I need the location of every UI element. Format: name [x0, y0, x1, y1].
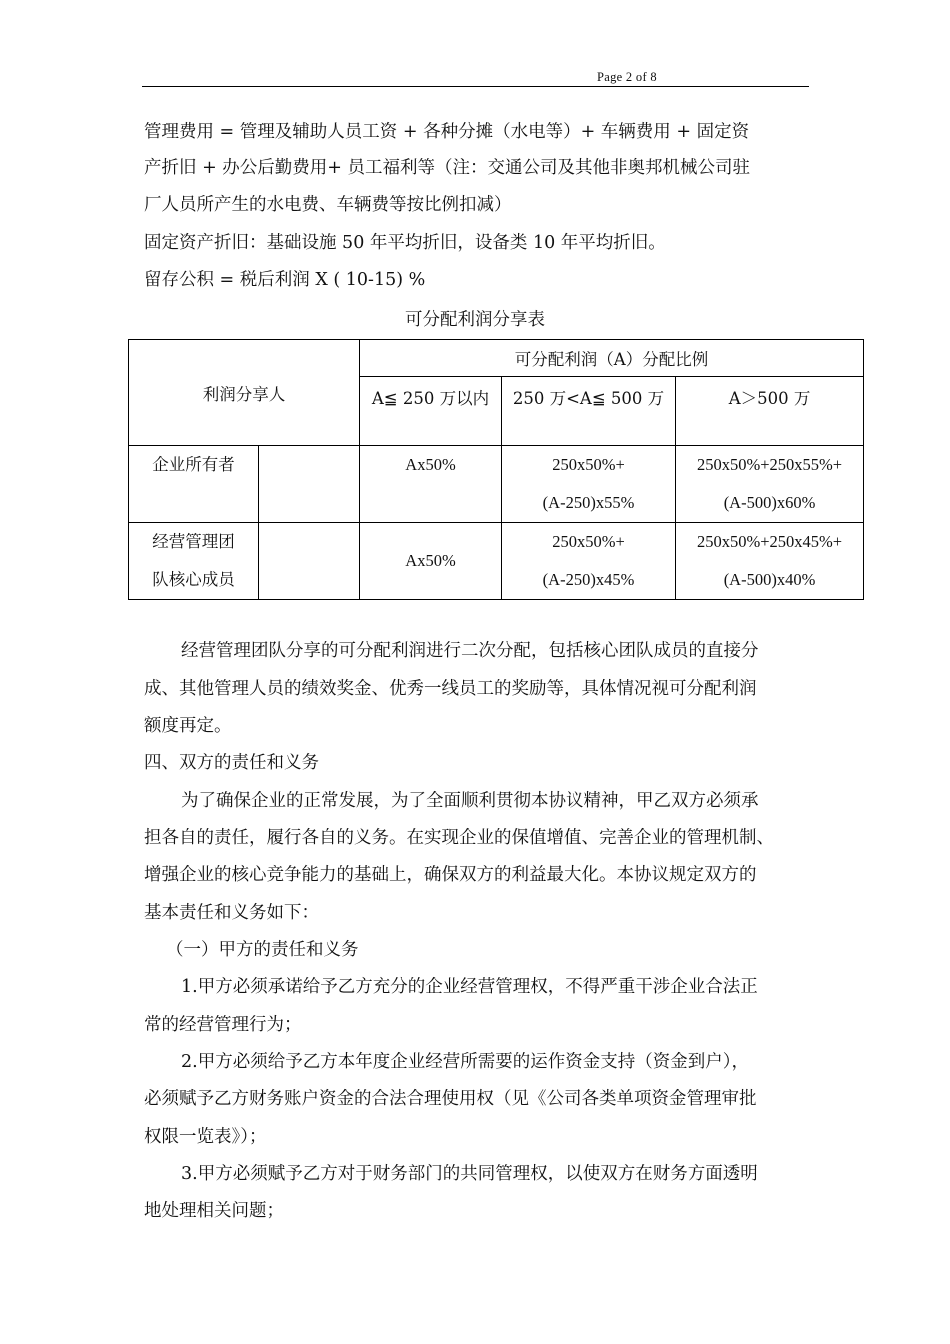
- row-owner-tier-2: 250x50%+ (A-250)x55%: [502, 446, 676, 523]
- paragraph-line: 为了确保企业的正常发展，为了全面顺利贯彻本协议精神，甲乙双方必须承: [181, 791, 759, 811]
- reserve-formula-line: 留存公积 = 税后利润 X ( 10-15) %: [144, 270, 426, 290]
- row-owner-blank: [259, 446, 360, 523]
- intro-line-2: 产折旧 + 办公后勤费用+ 员工福利等（注：交通公司及其他非奥邦机械公司驻: [144, 158, 751, 178]
- header-ratio-group: 可分配利润（A）分配比例: [360, 340, 864, 377]
- clause-line: 权限一览表》）；: [144, 1127, 267, 1147]
- profit-sharing-table: [128, 339, 864, 600]
- paragraph-line: 担各自的责任，履行各自的义务。在实现企业的保值增值、完善企业的管理机制、: [144, 828, 774, 848]
- row-management-tier-1: Ax50%: [360, 523, 502, 600]
- depreciation-line: 固定资产折旧：基础设施 50 年平均折旧，设备类 10 年平均折旧。: [144, 233, 666, 253]
- paragraph-line: 基本责任和义务如下：: [144, 903, 319, 923]
- subsection-heading: （一）甲方的责任和义务: [166, 940, 359, 960]
- row-management-tier-2: 250x50%+ (A-250)x45%: [502, 523, 676, 600]
- row-owner-tier-1: Ax50%: [360, 446, 502, 523]
- paragraph-line: 经营管理团队分享的可分配利润进行二次分配，包括核心团队成员的直接分: [181, 641, 759, 661]
- row-management-blank: [259, 523, 360, 600]
- clause-line: 必须赋予乙方财务账户资金的合法合理使用权（见《公司各类单项资金管理审批: [144, 1089, 757, 1109]
- section-heading: 四、双方的责任和义务: [144, 753, 319, 773]
- table-caption: 可分配利润分享表: [405, 310, 545, 330]
- clause-line: 常的经营管理行为；: [144, 1015, 302, 1035]
- clause-line: 地处理相关问题；: [144, 1201, 284, 1221]
- row-management-name: 经营管理团 队核心成员: [129, 523, 259, 600]
- row-owner-name: 企业所有者: [129, 446, 259, 523]
- clause-line: 2.甲方必须给予乙方本年度企业经营所需要的运作资金支持（资金到户），: [181, 1052, 749, 1072]
- header-tier-3: A＞500 万: [676, 377, 864, 446]
- header-tier-1: A≦ 250 万以内: [360, 377, 502, 446]
- intro-line-3: 厂人员所产生的水电费、车辆费等按比例扣减）: [144, 195, 512, 215]
- row-owner-tier-3: 250x50%+250x55%+ (A-500)x60%: [676, 446, 864, 523]
- paragraph-line: 增强企业的核心竞争能力的基础上，确保双方的利益最大化。本协议规定双方的: [144, 865, 757, 885]
- clause-line: 3.甲方必须赋予乙方对于财务部门的共同管理权，以使双方在财务方面透明: [181, 1164, 758, 1184]
- header-rule: [142, 86, 809, 87]
- header-tier-2: 250 万<A≦ 500 万: [502, 377, 676, 446]
- page-number: Page 2 of 8: [597, 70, 657, 84]
- paragraph-line: 额度再定。: [144, 716, 232, 736]
- header-profit-sharer: 利润分享人: [129, 340, 360, 446]
- intro-line-1: 管理费用 = 管理及辅助人员工资 + 各种分摊（水电等）+ 车辆费用 + 固定资: [144, 122, 750, 142]
- row-management-tier-3: 250x50%+250x45%+ (A-500)x40%: [676, 523, 864, 600]
- clause-line: 1.甲方必须承诺给予乙方充分的企业经营管理权，不得严重干涉企业合法正: [181, 977, 758, 997]
- paragraph-line: 成、其他管理人员的绩效奖金、优秀一线员工的奖励等，具体情况视可分配利润: [144, 679, 757, 699]
